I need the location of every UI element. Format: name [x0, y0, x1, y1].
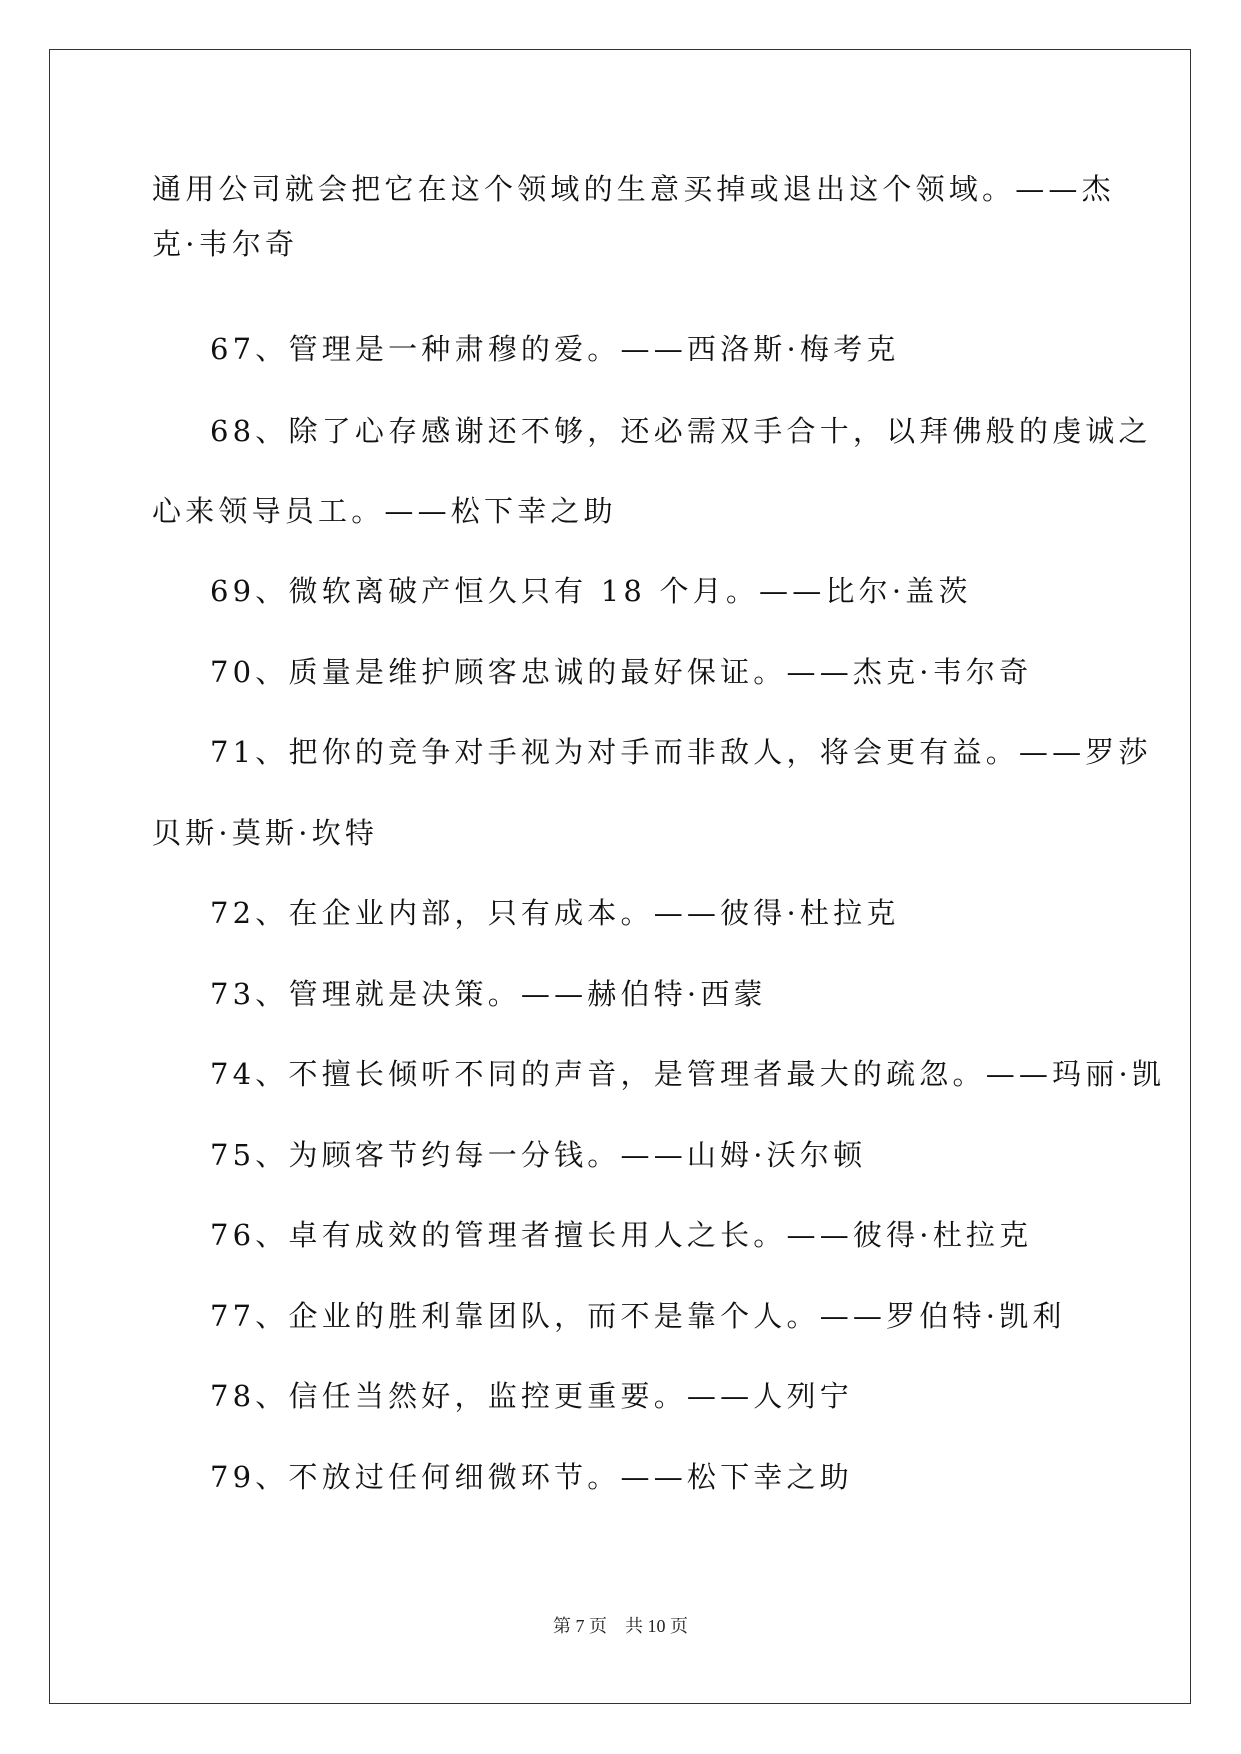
quote-76: 76、卓有成效的管理者擅长用人之长。——彼得·杜拉克	[210, 1218, 1033, 1252]
quote-69: 69、微软离破产恒久只有 18 个月。——比尔·盖茨	[210, 574, 972, 608]
text-line: 心来领导员工。——松下幸之助	[152, 494, 617, 528]
quote-77: 77、企业的胜利靠团队，而不是靠个人。——罗伯特·凯利	[210, 1299, 1066, 1333]
quote-68: 68、除了心存感谢还不够，还必需双手合十，以拜佛般的虔诚之	[210, 414, 1152, 448]
page-total: 共 10 页	[625, 1616, 688, 1636]
quote-73: 73、管理就是决策。——赫伯特·西蒙	[210, 977, 767, 1011]
quote-71: 71、把你的竞争对手视为对手而非敌人，将会更有益。——罗莎	[210, 735, 1152, 769]
quote-74: 74、不擅长倾听不同的声音，是管理者最大的疏忽。——玛丽·凯	[210, 1057, 1166, 1091]
quote-75: 75、为顾客节约每一分钱。——山姆·沃尔顿	[210, 1138, 867, 1172]
quote-70: 70、质量是维护顾客忠诚的最好保证。——杰克·韦尔奇	[210, 655, 1033, 689]
quote-67: 67、管理是一种肃穆的爱。——西洛斯·梅考克	[210, 332, 900, 366]
text-line: 克·韦尔奇	[152, 227, 299, 261]
page-number: 第 7 页	[553, 1616, 607, 1636]
quote-79: 79、不放过任何细微环节。——松下幸之助	[210, 1460, 853, 1494]
page-footer	[0, 1617, 1241, 1635]
quote-78: 78、信任当然好，监控更重要。——人列宁	[210, 1379, 853, 1413]
page-border	[49, 49, 1191, 1704]
text-line: 通用公司就会把它在这个领域的生意买掉或退出这个领域。——杰	[152, 172, 1115, 206]
quote-72: 72、在企业内部，只有成本。——彼得·杜拉克	[210, 896, 900, 930]
text-line: 贝斯·莫斯·坎特	[152, 816, 379, 850]
